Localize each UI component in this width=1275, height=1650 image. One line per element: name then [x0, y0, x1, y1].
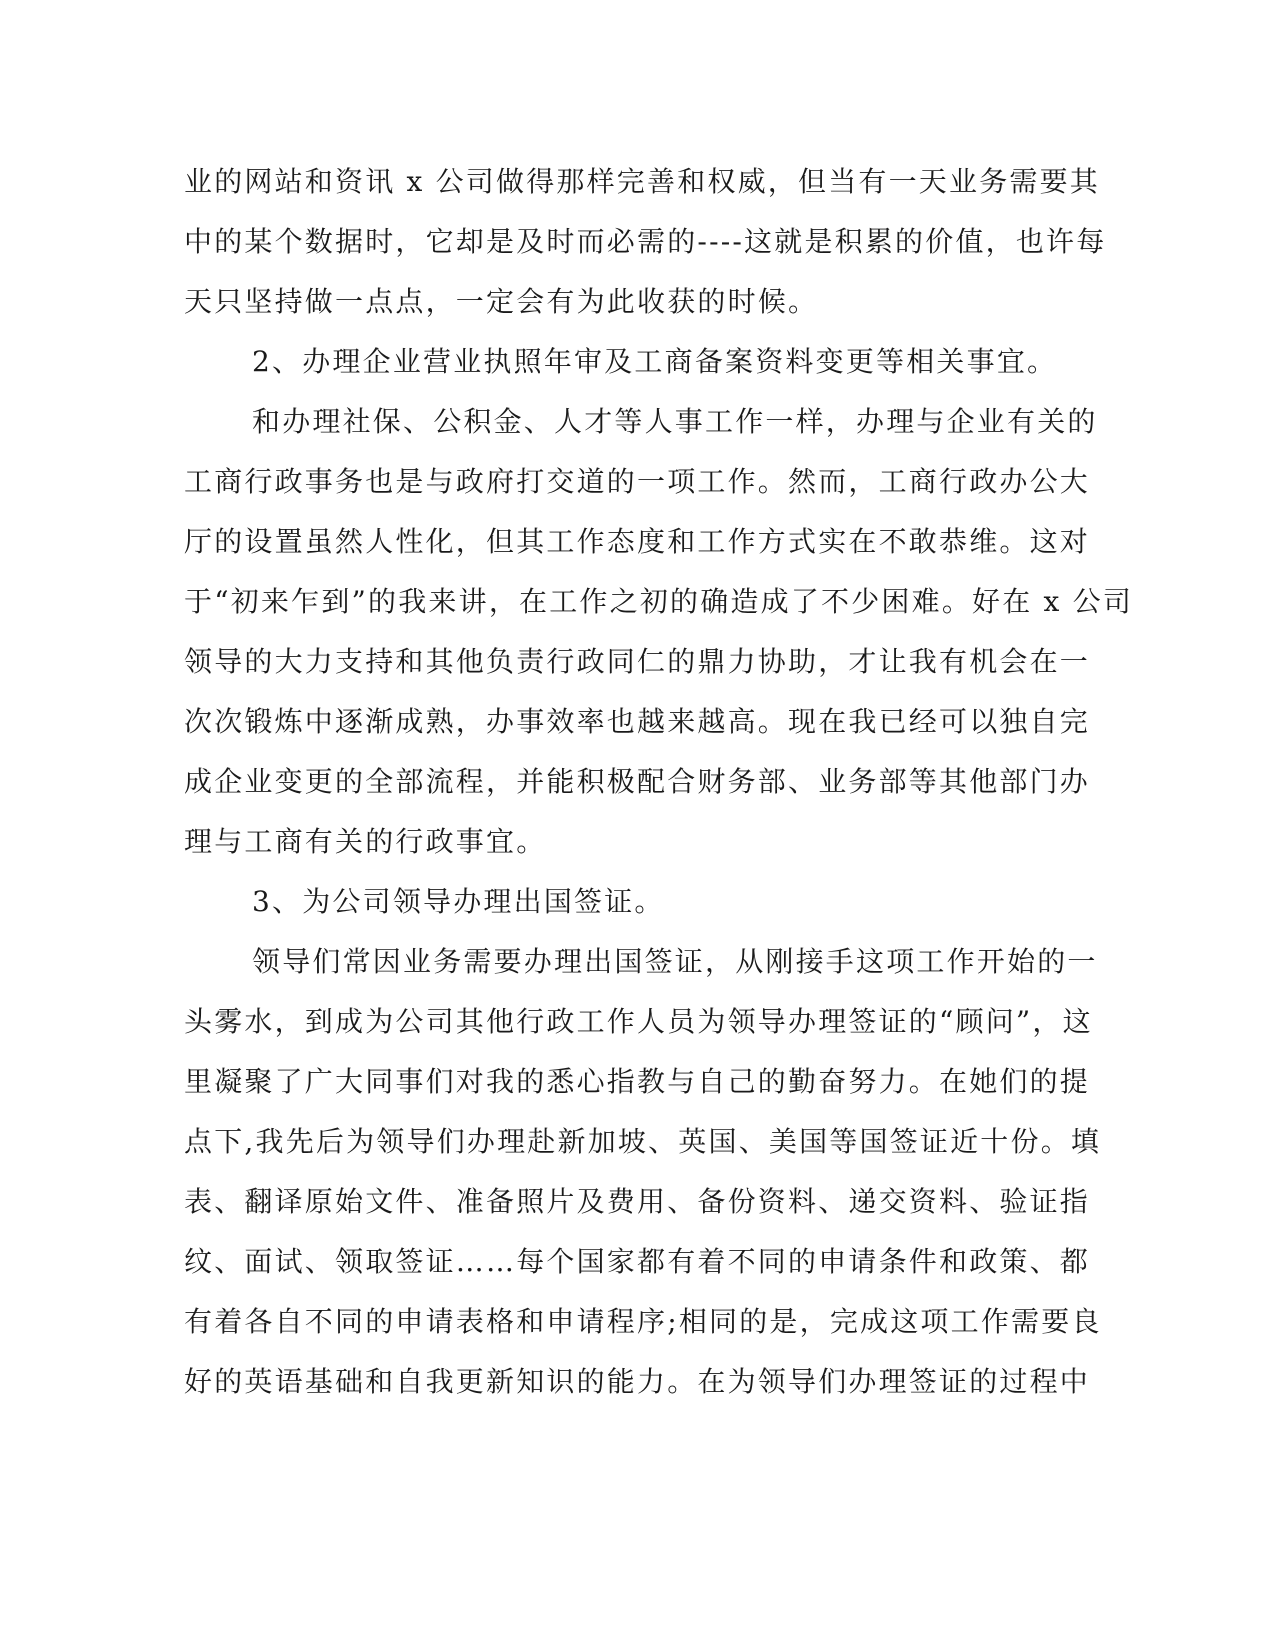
- text-line: 好的英语基础和自我更新知识的能力。在为领导们办理签证的过程中: [184, 1365, 1091, 1398]
- text-line: 点下,我先后为领导们办理赴新加坡、英国、美国等国签证近十份。填: [184, 1125, 1102, 1158]
- text-line: 领导们常因业务需要办理出国签证，从刚接手这项工作开始的一: [252, 945, 1098, 978]
- text-line: 成企业变更的全部流程，并能积极配合财务部、业务部等其他部门办: [184, 765, 1091, 798]
- text-line: 业的网站和资讯 x 公司做得那样完善和权威，但当有一天业务需要其: [184, 165, 1100, 198]
- text-line: 工商行政事务也是与政府打交道的一项工作。然而，工商行政办公大: [184, 465, 1091, 498]
- text-line: 于“初来乍到”的我来讲，在工作之初的确造成了不少困难。好在 x 公司: [184, 585, 1134, 618]
- text-line: 厅的设置虽然人性化，但其工作态度和工作方式实在不敢恭维。这对: [184, 525, 1091, 558]
- text-line: 表、翻译原始文件、准备照片及费用、备份资料、递交资料、验证指: [184, 1185, 1091, 1218]
- text-line: 理与工商有关的行政事宜。: [184, 825, 547, 858]
- text-line: 领导的大力支持和其他负责行政同仁的鼎力协助，才让我有机会在一: [184, 645, 1091, 678]
- document-body: [184, 152, 1134, 1412]
- text-line: 天只坚持做一点点，一定会有为此收获的时候。: [184, 285, 819, 318]
- section-heading: 3、为公司领导办理出国签证。: [252, 885, 665, 918]
- text-line: 中的某个数据时，它却是及时而必需的----这就是积累的价值，也许每: [184, 225, 1107, 258]
- text-line: 次次锻炼中逐渐成熟，办事效率也越来越高。现在我已经可以独自完: [184, 705, 1091, 738]
- text-line: 和办理社保、公积金、人才等人事工作一样，办理与企业有关的: [252, 405, 1098, 438]
- text-line: 纹、面试、领取签证……每个国家都有着不同的申请条件和政策、都: [184, 1245, 1091, 1278]
- text-line: 头雾水，到成为公司其他行政工作人员为领导办理签证的“顾问”，这: [184, 1005, 1093, 1038]
- text-line: 有着各自不同的申请表格和申请程序;相同的是，完成这项工作需要良: [184, 1305, 1102, 1338]
- section-heading: 2、办理企业营业执照年审及工商备案资料变更等相关事宜。: [252, 345, 1058, 378]
- text-line: 里凝聚了广大同事们对我的悉心指教与自己的勤奋努力。在她们的提: [184, 1065, 1091, 1098]
